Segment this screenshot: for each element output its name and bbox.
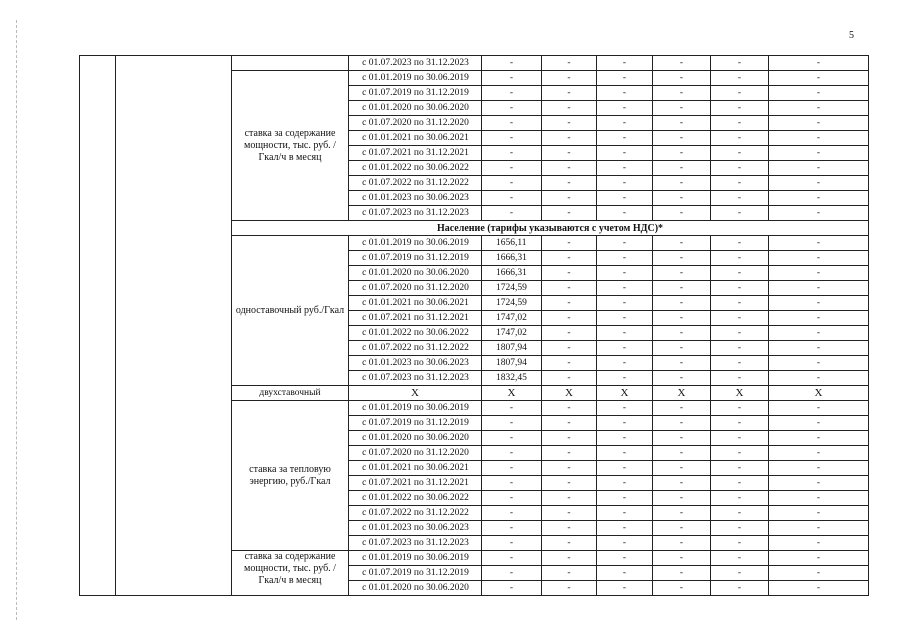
period-cell: с 01.07.2019 по 31.12.2019 (349, 86, 482, 101)
table-cell: - (597, 251, 653, 266)
period-cell: с 01.01.2019 по 30.06.2019 (349, 71, 482, 86)
row-group-label: ставка за содержание мощности, тыс. руб. /Гкал/ч в месяц (232, 71, 349, 221)
table-cell: - (711, 551, 769, 566)
table-cell: - (769, 551, 869, 566)
table-cell: - (542, 161, 597, 176)
table-cell: - (711, 266, 769, 281)
period-cell: с 01.07.2023 по 31.12.2023 (349, 206, 482, 221)
table-cell: X (349, 386, 482, 401)
table-cell: - (542, 356, 597, 371)
table-cell: 1666,31 (482, 251, 542, 266)
table-cell: - (542, 326, 597, 341)
table-cell: - (653, 296, 711, 311)
table-cell: - (653, 176, 711, 191)
period-cell: с 01.07.2022 по 31.12.2022 (349, 506, 482, 521)
period-cell: с 01.07.2019 по 31.12.2019 (349, 566, 482, 581)
table-cell: - (597, 56, 653, 71)
table-cell: 1807,94 (482, 356, 542, 371)
period-cell: с 01.07.2020 по 31.12.2020 (349, 116, 482, 131)
period-cell: с 01.07.2023 по 31.12.2023 (349, 536, 482, 551)
table-cell: - (653, 431, 711, 446)
table-cell: - (597, 191, 653, 206)
table-cell: - (597, 101, 653, 116)
table-cell: - (769, 371, 869, 386)
table-cell: - (597, 416, 653, 431)
row-group-label: одноставочный руб./Гкал (232, 236, 349, 386)
table-cell: - (597, 71, 653, 86)
table-cell: - (711, 86, 769, 101)
period-cell: с 01.01.2021 по 30.06.2021 (349, 461, 482, 476)
table-cell: - (711, 416, 769, 431)
table-cell: - (542, 446, 597, 461)
table-cell: - (542, 401, 597, 416)
table-cell: 1747,02 (482, 326, 542, 341)
table-cell: 1747,02 (482, 311, 542, 326)
table-cell: - (482, 206, 542, 221)
table-cell: - (542, 476, 597, 491)
table-cell: - (653, 71, 711, 86)
table-cell: - (653, 446, 711, 461)
table-cell: - (653, 461, 711, 476)
table-cell: X (711, 386, 769, 401)
table-cell: X (542, 386, 597, 401)
table-cell: - (769, 191, 869, 206)
table-cell: - (597, 266, 653, 281)
blank-cell (80, 56, 116, 596)
table-cell: - (769, 176, 869, 191)
table-cell: - (653, 401, 711, 416)
table-cell: - (711, 326, 769, 341)
table-cell: - (653, 416, 711, 431)
table-cell: - (653, 476, 711, 491)
table-cell: - (711, 116, 769, 131)
table-cell: - (769, 71, 869, 86)
table-cell: - (542, 131, 597, 146)
table-cell: - (482, 551, 542, 566)
table-cell: - (542, 281, 597, 296)
table-cell: - (597, 131, 653, 146)
table-cell: - (769, 461, 869, 476)
table-cell: - (711, 491, 769, 506)
table-cell: - (769, 416, 869, 431)
table-cell: - (482, 146, 542, 161)
table-cell: - (542, 311, 597, 326)
table-cell: - (482, 401, 542, 416)
table-cell: - (769, 251, 869, 266)
table-cell: - (653, 101, 711, 116)
table-cell: - (653, 566, 711, 581)
table-cell: - (653, 521, 711, 536)
table-cell: - (597, 401, 653, 416)
table-cell: - (769, 566, 869, 581)
table-cell: - (597, 176, 653, 191)
table-cell: - (711, 176, 769, 191)
table-cell: - (597, 206, 653, 221)
table-cell: - (542, 176, 597, 191)
table-cell: X (597, 386, 653, 401)
period-cell: с 01.01.2020 по 30.06.2020 (349, 581, 482, 596)
table-cell: - (653, 581, 711, 596)
table-cell: - (653, 281, 711, 296)
table-cell: - (542, 296, 597, 311)
table-cell: - (542, 191, 597, 206)
table-row (80, 56, 869, 71)
period-cell: с 01.01.2019 по 30.06.2019 (349, 236, 482, 251)
table-cell: - (597, 551, 653, 566)
table-cell: - (653, 506, 711, 521)
table-cell: - (769, 401, 869, 416)
table-cell: - (542, 146, 597, 161)
table-cell: - (769, 356, 869, 371)
period-cell: с 01.01.2022 по 30.06.2022 (349, 326, 482, 341)
period-cell: с 01.07.2019 по 31.12.2019 (349, 416, 482, 431)
period-cell: с 01.07.2022 по 31.12.2022 (349, 341, 482, 356)
table-cell: - (482, 536, 542, 551)
table-cell: - (482, 446, 542, 461)
table-cell: - (769, 86, 869, 101)
period-cell: с 01.01.2023 по 30.06.2023 (349, 521, 482, 536)
period-cell: с 01.07.2021 по 31.12.2021 (349, 311, 482, 326)
table-cell: - (711, 161, 769, 176)
table-cell: - (711, 251, 769, 266)
table-cell: - (769, 326, 869, 341)
table-cell: - (769, 116, 869, 131)
page-number: 5 (849, 30, 854, 41)
table-cell: - (653, 116, 711, 131)
table-cell: - (653, 191, 711, 206)
period-cell: с 01.07.2020 по 31.12.2020 (349, 446, 482, 461)
table-cell: - (711, 476, 769, 491)
table-cell: - (482, 506, 542, 521)
table-cell: - (482, 161, 542, 176)
table-cell: - (597, 146, 653, 161)
table-cell: - (597, 446, 653, 461)
table-cell: - (769, 446, 869, 461)
table-cell: - (542, 56, 597, 71)
table-cell: - (482, 86, 542, 101)
period-cell: с 01.01.2020 по 30.06.2020 (349, 101, 482, 116)
table-cell: - (542, 461, 597, 476)
table-cell: - (653, 56, 711, 71)
table-cell: - (597, 296, 653, 311)
table-cell: - (482, 431, 542, 446)
table-cell: - (597, 116, 653, 131)
table-cell: - (482, 476, 542, 491)
table-cell: - (597, 86, 653, 101)
table-cell: - (711, 56, 769, 71)
table-cell: - (597, 566, 653, 581)
table-cell: - (653, 551, 711, 566)
table-cell: - (653, 311, 711, 326)
table-cell: - (711, 236, 769, 251)
table-cell: - (711, 401, 769, 416)
table-cell: - (542, 251, 597, 266)
table-cell: - (542, 581, 597, 596)
table-cell: - (597, 341, 653, 356)
table-cell: X (769, 386, 869, 401)
table-cell: - (653, 86, 711, 101)
table-cell: 1832,45 (482, 371, 542, 386)
period-cell: с 01.07.2021 по 31.12.2021 (349, 476, 482, 491)
table-cell: - (542, 116, 597, 131)
table-cell: - (653, 266, 711, 281)
period-cell: с 01.01.2019 по 30.06.2019 (349, 551, 482, 566)
table-cell: - (653, 371, 711, 386)
table-cell: - (482, 581, 542, 596)
table-cell: - (542, 491, 597, 506)
table-cell: - (769, 341, 869, 356)
table-cell: - (653, 161, 711, 176)
table-cell: - (769, 296, 869, 311)
table-cell: - (482, 491, 542, 506)
table-cell: - (542, 206, 597, 221)
period-cell: с 01.07.2021 по 31.12.2021 (349, 146, 482, 161)
table-cell: - (653, 236, 711, 251)
table-cell: - (542, 536, 597, 551)
table-cell: - (653, 356, 711, 371)
row-group-label: ставка за содержание мощности, тыс. руб. /Гкал/ч в месяц (232, 551, 349, 596)
table-cell: - (482, 521, 542, 536)
table-cell: - (711, 131, 769, 146)
table-cell: - (711, 446, 769, 461)
table-cell: - (769, 491, 869, 506)
table-cell: - (769, 476, 869, 491)
table-cell: - (597, 491, 653, 506)
table-cell: - (597, 281, 653, 296)
period-cell: с 01.01.2021 по 30.06.2021 (349, 131, 482, 146)
period-cell: с 01.01.2020 по 30.06.2020 (349, 431, 482, 446)
table-cell: - (542, 71, 597, 86)
table-cell: - (542, 371, 597, 386)
tariff-table (79, 55, 869, 596)
table-cell: - (711, 191, 769, 206)
table-cell: - (597, 461, 653, 476)
table-cell: - (769, 431, 869, 446)
table-cell: - (711, 101, 769, 116)
table-cell: - (597, 476, 653, 491)
table-cell: 1724,59 (482, 296, 542, 311)
table-cell: 1656,11 (482, 236, 542, 251)
period-cell: с 01.07.2023 по 31.12.2023 (349, 371, 482, 386)
row-label: двухставочный (232, 386, 349, 401)
table-cell: - (769, 146, 869, 161)
table-cell: - (653, 536, 711, 551)
table-cell: - (482, 131, 542, 146)
table-cell: - (711, 356, 769, 371)
table-cell: - (482, 416, 542, 431)
table-cell: - (711, 506, 769, 521)
table-cell: - (482, 566, 542, 581)
period-cell: с 01.07.2023 по 31.12.2023 (349, 56, 482, 71)
period-cell: с 01.01.2021 по 30.06.2021 (349, 296, 482, 311)
table-cell: - (542, 101, 597, 116)
table-cell: - (653, 341, 711, 356)
table-cell: - (597, 311, 653, 326)
period-cell: с 01.07.2019 по 31.12.2019 (349, 251, 482, 266)
table-cell: - (769, 56, 869, 71)
table-cell: - (653, 131, 711, 146)
table-cell: - (542, 521, 597, 536)
table-cell: - (482, 191, 542, 206)
table-cell: - (653, 206, 711, 221)
table-cell: - (769, 581, 869, 596)
table-cell: - (711, 431, 769, 446)
period-cell: с 01.01.2022 по 30.06.2022 (349, 161, 482, 176)
table-cell: - (769, 236, 869, 251)
table-cell: - (542, 566, 597, 581)
table-cell: - (542, 506, 597, 521)
table-cell: - (482, 71, 542, 86)
table-cell: - (711, 566, 769, 581)
table-cell: X (482, 386, 542, 401)
table-cell: - (542, 341, 597, 356)
table-cell: - (711, 521, 769, 536)
table-cell: - (542, 431, 597, 446)
period-cell: с 01.01.2023 по 30.06.2023 (349, 356, 482, 371)
period-cell: с 01.07.2020 по 31.12.2020 (349, 281, 482, 296)
table-cell: - (653, 251, 711, 266)
table-cell: - (653, 326, 711, 341)
table-cell: - (711, 206, 769, 221)
table-cell: - (769, 131, 869, 146)
table-cell: - (769, 101, 869, 116)
table-cell: - (482, 101, 542, 116)
table-cell: X (653, 386, 711, 401)
period-cell: с 01.01.2022 по 30.06.2022 (349, 491, 482, 506)
table-cell: - (769, 266, 869, 281)
binding-line (16, 20, 17, 620)
table-cell: - (653, 146, 711, 161)
table-cell: - (597, 356, 653, 371)
table-cell: - (711, 146, 769, 161)
table-cell: - (711, 296, 769, 311)
table-cell: - (542, 266, 597, 281)
table-cell: - (597, 506, 653, 521)
table-cell: - (597, 326, 653, 341)
period-cell: с 01.01.2020 по 30.06.2020 (349, 266, 482, 281)
table-cell: - (769, 536, 869, 551)
table-cell: - (597, 371, 653, 386)
section-heading: Население (тарифы указываются с учетом НДС)* (232, 221, 869, 236)
table-cell: 1724,59 (482, 281, 542, 296)
table-cell: - (769, 311, 869, 326)
table-cell: - (711, 581, 769, 596)
table-cell: - (711, 341, 769, 356)
table-cell: - (653, 491, 711, 506)
table-cell: - (542, 236, 597, 251)
table-cell: - (597, 161, 653, 176)
table-cell: - (769, 281, 869, 296)
table-cell: 1666,31 (482, 266, 542, 281)
table-cell: - (482, 116, 542, 131)
blank-cell (116, 56, 232, 596)
table-cell: - (711, 371, 769, 386)
table-cell: - (542, 551, 597, 566)
table-cell: - (597, 521, 653, 536)
table-cell: - (711, 311, 769, 326)
blank-cell (232, 56, 349, 71)
table-cell: - (542, 86, 597, 101)
row-group-label: ставка за тепловую энергию, руб./Гкал (232, 401, 349, 551)
table-cell: - (482, 56, 542, 71)
table-cell: - (711, 461, 769, 476)
table-cell: - (597, 431, 653, 446)
table-cell: - (711, 536, 769, 551)
period-cell: с 01.01.2019 по 30.06.2019 (349, 401, 482, 416)
table-cell: - (711, 281, 769, 296)
table-cell: - (769, 506, 869, 521)
table-cell: - (597, 536, 653, 551)
table-cell: - (482, 461, 542, 476)
table-cell: - (711, 71, 769, 86)
table-cell: - (597, 236, 653, 251)
table-cell: - (769, 206, 869, 221)
table-cell: - (769, 161, 869, 176)
table-cell: 1807,94 (482, 341, 542, 356)
table-cell: - (542, 416, 597, 431)
table-cell: - (597, 581, 653, 596)
period-cell: с 01.01.2023 по 30.06.2023 (349, 191, 482, 206)
table-cell: - (769, 521, 869, 536)
period-cell: с 01.07.2022 по 31.12.2022 (349, 176, 482, 191)
table-cell: - (482, 176, 542, 191)
